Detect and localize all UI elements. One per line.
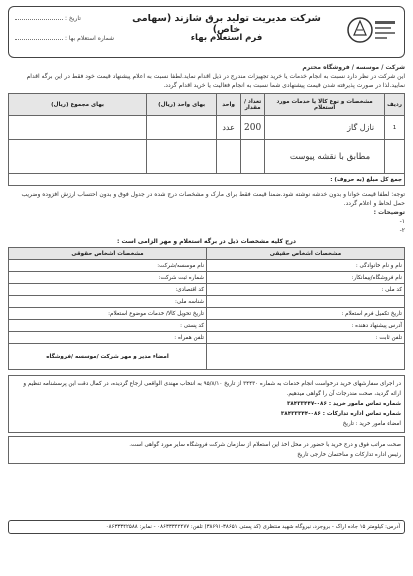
cell-qty[interactable]: 200: [241, 116, 265, 140]
purchase-paragraph: در اجرای سفارشهای خرید درخواست انجام خدمات به شماره ۳۴۴۳۰ از تاریخ ۹۵/۸/۱۰ به انتخاب مهندی الواقعی ارجاع گردیده، در کمال دقت این پرسشنامه تنظیم و ارائه گردید، صحت مندرجات آن را گواهی میدهیم.: [23, 381, 401, 397]
natural-field-3[interactable]: کد ملی :: [207, 284, 405, 296]
natural-field-2[interactable]: نام فروشگاه/پیمانکار:: [207, 272, 405, 284]
company-logo-icon: [344, 13, 398, 51]
cell-unit-price[interactable]: [147, 116, 217, 140]
natural-header: مشخصات اشخاص حقیقی: [207, 248, 405, 260]
delivery-date-field[interactable]: تاریخ تحویل کالا/ خدمات موضوع استعلام:: [9, 308, 207, 320]
date-label: تاریخ :: [65, 15, 81, 22]
legal-field-2[interactable]: شماره ثبت شرکت:: [9, 272, 207, 284]
table-row: [9, 116, 405, 140]
cell-row: 1: [385, 116, 405, 140]
number-field[interactable]: [15, 35, 114, 42]
items-table: [8, 93, 405, 186]
col-totalprice-header: بهای مجموع (ریال): [9, 94, 147, 116]
intro: [8, 63, 405, 90]
table-row: [9, 140, 405, 174]
items-header-row: [9, 94, 405, 116]
explanations-label: توضیحات :: [373, 209, 405, 216]
handwritten-note: مطابق با نقشه پیوست: [265, 140, 385, 174]
explanation-line-1: ۱-: [399, 218, 405, 225]
signature-area[interactable]: امضاء مدیر و مهر شرکت /موسسه /فروشگاه: [9, 344, 207, 370]
total-row: [9, 174, 405, 186]
col-unit-header: واحد: [217, 94, 241, 116]
address-field[interactable]: آدرس پیشنهاد دهنده :: [207, 320, 405, 332]
cell-unit[interactable]: عدد: [217, 116, 241, 140]
officer-signature[interactable]: امضاء مامور خرید : تاریخ: [342, 421, 401, 427]
admin-phone: شماره تماس اداره تدارکات : ۰۸۶-۳۸۴۳۳۳۴۴: [280, 411, 401, 417]
form-page: [8, 6, 405, 464]
legal-field-4[interactable]: شناسه ملی:: [9, 296, 207, 308]
footer-address: آدرس: کیلومتر ۱۵ جاده اراک - بروجرد، نیروگاه شهید منتظری (کد پستی ۳۸۶۵۱-۳۸۶۹۱) تلفن: ۰۸۶۳۳۳۴۲۴۷۷ - نمابر: ۰۸۶۳۳۳۴۲۵۸۸: [8, 520, 405, 534]
recipient-line: شرکت / موسسه / فروشگاه محترم: [302, 64, 405, 71]
cell-total-price[interactable]: [9, 116, 147, 140]
company-name: شرکت مدیریت تولید برق شازند (سهامی خاص): [132, 13, 321, 35]
dept-confirmation-box: [8, 436, 405, 464]
cell-spec[interactable]: نازل گاز: [265, 116, 385, 140]
total-label[interactable]: جمع کل مبلغ (به حروف) :: [9, 174, 405, 186]
col-qty-header: تعداد / مقدار: [241, 94, 265, 116]
col-unitprice-header: بهای واحد (ریال): [147, 94, 217, 116]
mobile-field[interactable]: تلفن همراه :: [9, 332, 207, 344]
number-label: شماره استعلام بها :: [65, 35, 115, 42]
legal-field-3[interactable]: کد اقتصادی:: [9, 284, 207, 296]
date-field[interactable]: [15, 15, 81, 22]
section-title: درج کلیه مشخصات ذیل در برگه استعلام و مهر الزامی است :: [116, 238, 296, 245]
purchase-confirmation-box: [8, 375, 405, 433]
notes: [8, 190, 405, 235]
explanation-line-2: ۲-: [399, 227, 405, 234]
legal-header: مشخصات اشخاص حقوقی: [9, 248, 207, 260]
natural-field-4[interactable]: [207, 296, 405, 308]
dept-paragraph: صحت مراتب فوق و درج خرید با حضور در محل اخذ این استعلام از سازمان شرکت فروشگاه سایر مورد گواهی است.: [129, 442, 401, 448]
phone-field[interactable]: تلفن ثابت :: [207, 332, 405, 344]
legal-field-1[interactable]: نام موسسه/شرکت:: [9, 260, 207, 272]
postal-field[interactable]: کد پستی :: [9, 320, 207, 332]
info-table: [8, 247, 405, 370]
completion-date-field[interactable]: تاریخ تکمیل فرم استعلام :: [207, 308, 405, 320]
form-header: [8, 6, 405, 58]
col-row-header: ردیف: [385, 94, 405, 116]
col-spec-header: مشخصات و نوع کالا یا خدمات مورد استعلام: [265, 94, 385, 116]
dept-signature[interactable]: رئیس اداره تدارکات و ساختمان خارجی تاریخ: [297, 452, 401, 458]
officer-phone: شماره تماس مامور خرید : ۰۸۶-۳۸۴۳۳۴۴۷: [286, 401, 401, 407]
intro-body: این شرکت در نظر دارد نسبت به انجام خدمات یا خرید تجهیزات مندرج در ذیل اقدام نماید.لطفا نسبت به اعلام پیشنهاد قیمت خود فقط در این برگه اقدام نمایید.لذا در صورت پذیرفته شدن قیمت پیشنهادی شما نسبت به انجام فعالیت یا خرید اقدام گردد.: [26, 73, 405, 89]
natural-field-1[interactable]: نام و نام خانوادگی :: [207, 260, 405, 272]
form-title: فرم استعلام بهاء: [190, 33, 263, 43]
note-warning: توجه: لطفا قیمت خوانا و بدون خدشه نوشته شود.ضمنا قیمت فقط برای مارک و مشخصات درج شده در جدول فوق و بدون احتساب ارزش افزوده وضریب حمل لحاظ و اعلام گردد.: [21, 191, 405, 207]
